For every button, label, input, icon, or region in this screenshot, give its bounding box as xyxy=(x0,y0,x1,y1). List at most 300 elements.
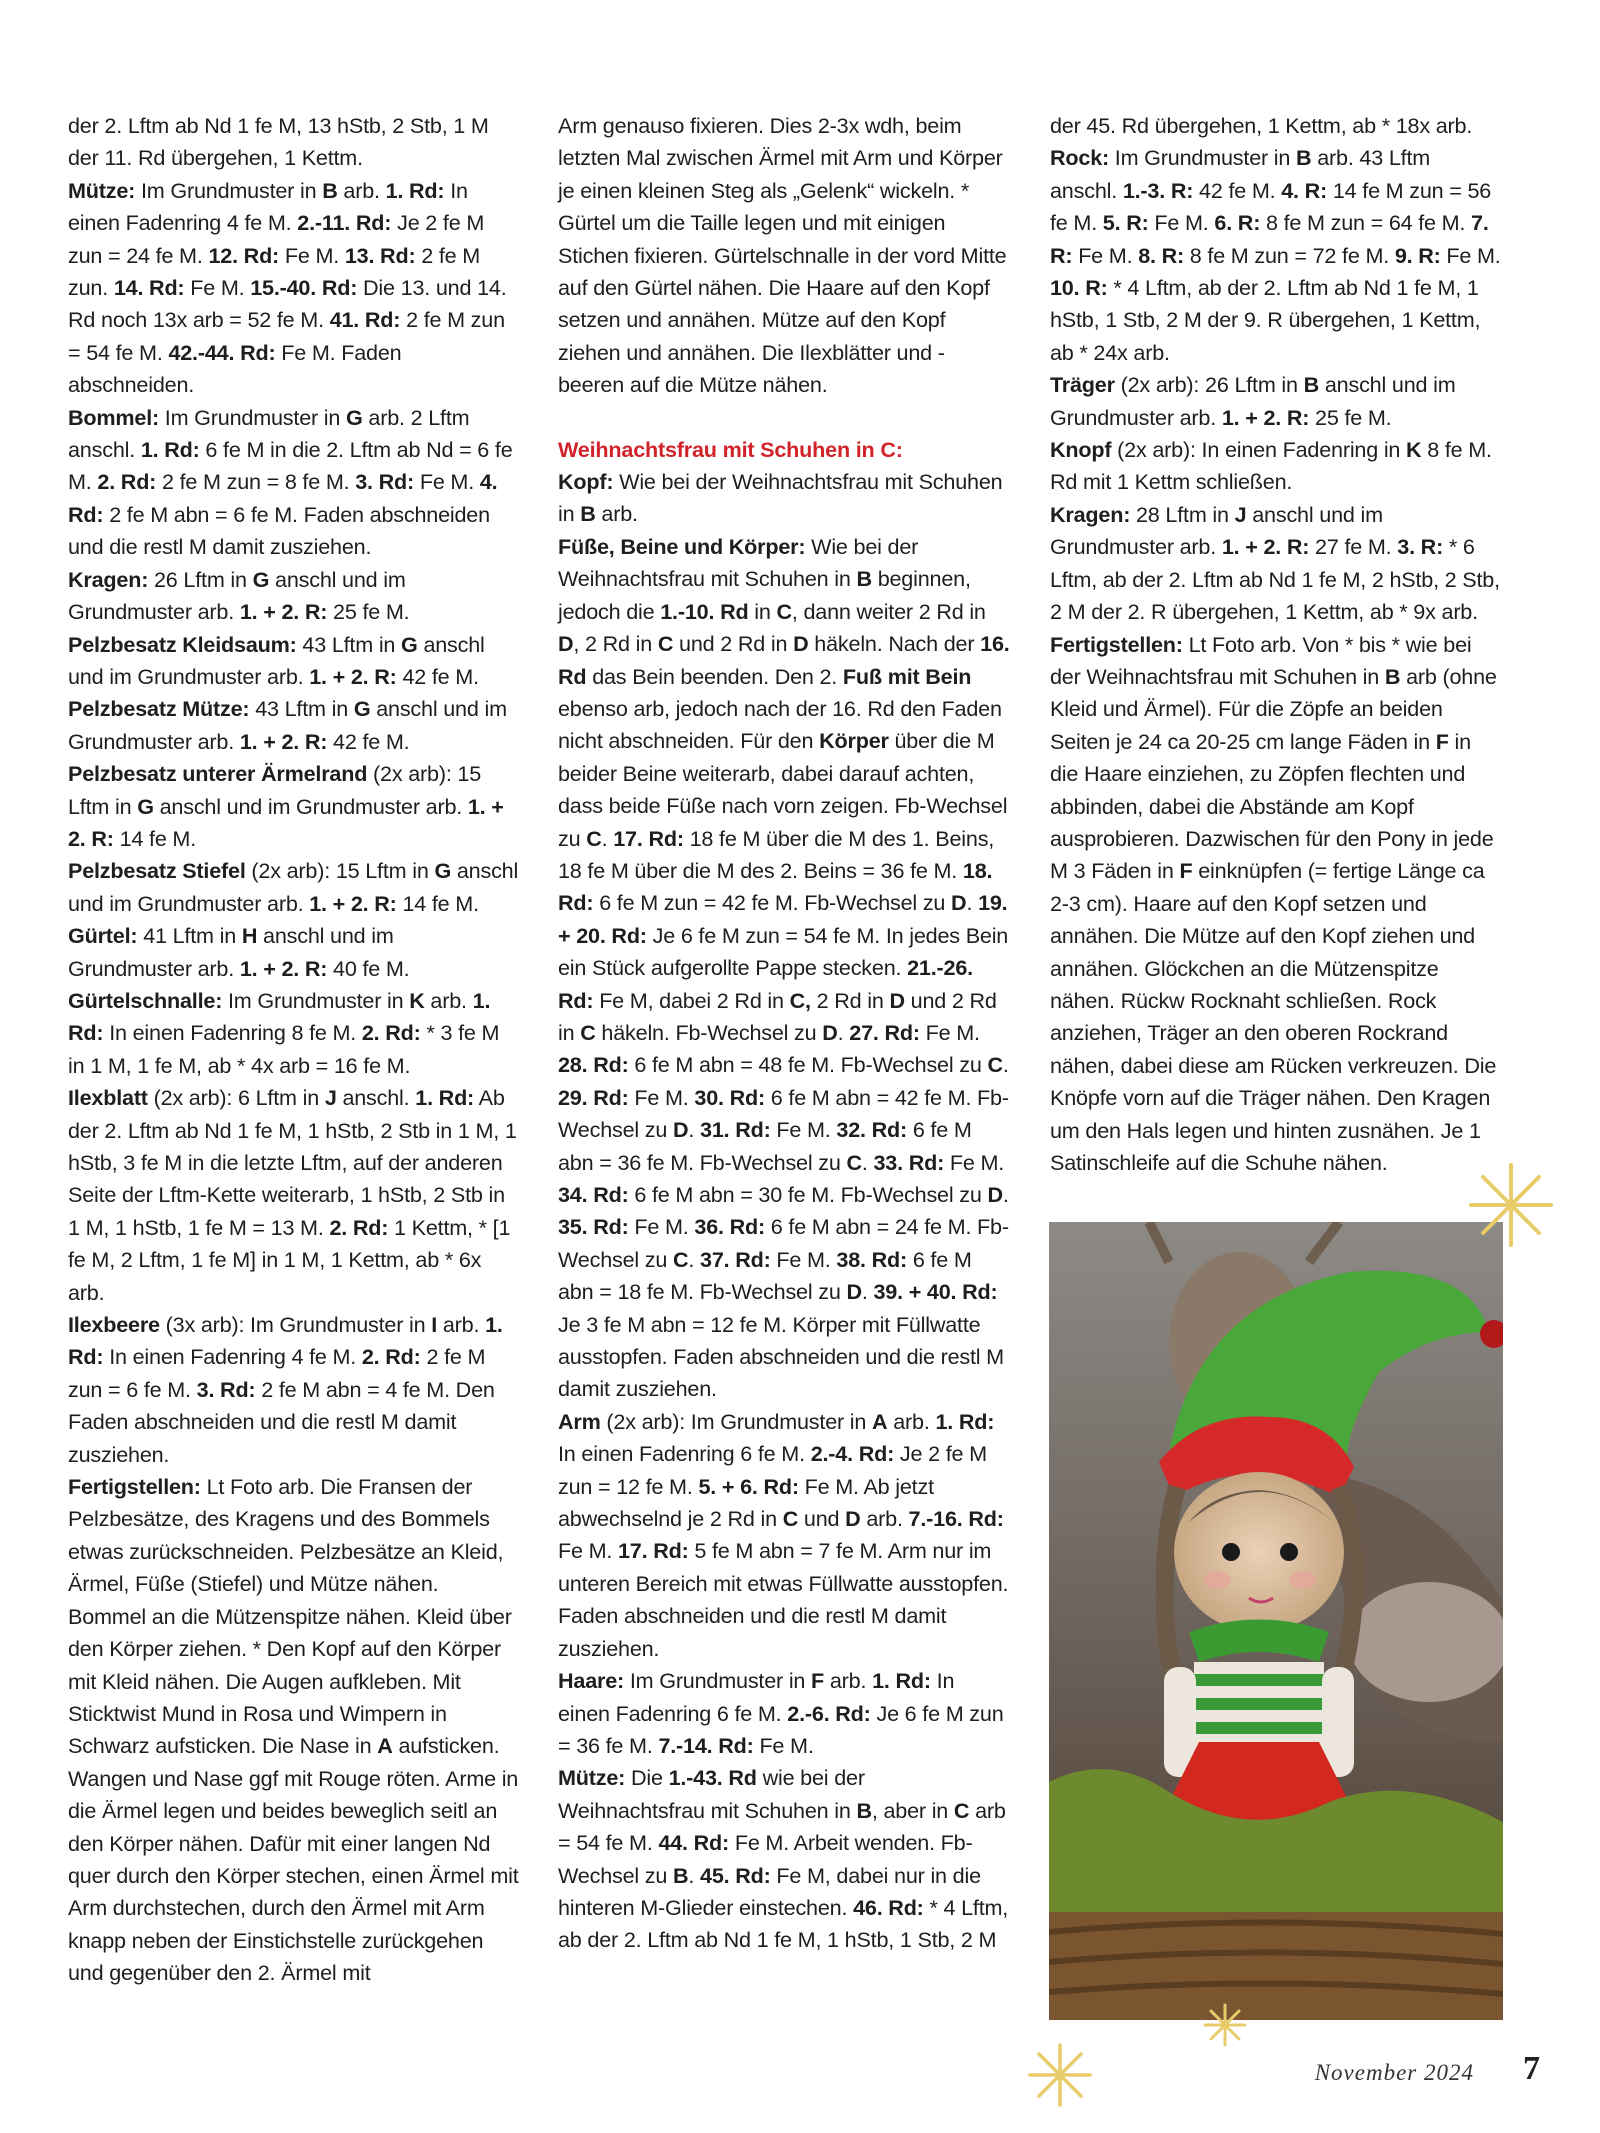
bold-text: 1. Rd: xyxy=(415,1085,475,1111)
bold-text: 4. Rd: xyxy=(68,469,498,527)
body-text: Je 6 fe M zun = 36 fe M. xyxy=(558,1700,1004,1758)
bold-text: C xyxy=(987,1052,1003,1078)
bold-text: 1. Rd: xyxy=(68,1312,503,1370)
body-text: über die M beider Beine weiterarb, dabei darauf achten, dass beide Füße nach vorn zeigen. Fb-Wechsel zu xyxy=(558,728,1008,851)
body-text: 6 fe M in die 2. Lftm ab Nd = 6 fe M. xyxy=(68,437,513,495)
paragraph xyxy=(1050,434,1502,499)
bold-text: 2. Rd: xyxy=(361,1344,421,1370)
bold-text: B xyxy=(322,177,338,203)
bold-text: 34. Rd: xyxy=(558,1182,629,1207)
body-text: * 4 Lftm, ab der 2. Lftm ab Nd 1 fe M, 1 hStb, 1 Stb, 2 M xyxy=(558,1894,1009,1953)
paragraph xyxy=(1050,142,1502,369)
bold-text: Kragen: xyxy=(68,566,149,592)
body-text: 42 fe M. xyxy=(396,663,479,689)
bold-text: G xyxy=(353,696,371,722)
bold-text: 3. Rd: xyxy=(355,469,415,495)
bold-text: Arm xyxy=(558,1408,601,1434)
bold-text: C xyxy=(673,1246,689,1272)
body-text: Je 2 fe M zun = 24 fe M. xyxy=(68,210,485,268)
body-text: 6 fe M zun = 42 fe M. Fb-Wechsel zu xyxy=(593,890,952,916)
body-text: 5 fe M abn = 7 fe M. Arm nur im unteren Bereich mit etwas Füllwatte ausstopfen. Faden abschneiden und die restl M damit zusziehen. xyxy=(558,1538,1009,1661)
bold-text: Fuß mit Bein xyxy=(842,663,972,689)
body-text: . xyxy=(966,890,979,916)
body-text: Fe M. xyxy=(1148,210,1215,236)
paragraph xyxy=(558,1406,1010,1665)
body-text: ebenso arb, jedoch nach der 16. Rd den Faden nicht abschneiden. Für den xyxy=(558,695,1002,754)
body-text: Fe M. xyxy=(414,469,480,495)
bold-text: D xyxy=(951,890,967,916)
bold-text: B xyxy=(1303,372,1320,398)
bold-text: 44. Rd: xyxy=(658,1830,730,1856)
bold-text: 3. Rd: xyxy=(196,1376,256,1402)
bold-text: B xyxy=(580,501,596,527)
body-text: arb. 43 Lftm anschl. xyxy=(1050,145,1431,203)
bold-text: 19. + 20. Rd: xyxy=(558,890,1008,948)
star-icon xyxy=(1200,2000,1250,2050)
paragraph xyxy=(1050,499,1502,629)
paragraph xyxy=(68,1309,520,1471)
bold-text: 18. Rd: xyxy=(558,857,993,916)
bold-text: Träger xyxy=(1050,372,1115,398)
body-text: . xyxy=(688,1246,701,1272)
body-text: 40 fe M. xyxy=(327,955,410,981)
paragraph xyxy=(68,758,520,855)
body-text: Fe M. xyxy=(919,1019,980,1045)
body-text: In einen Fadenring 8 fe M. xyxy=(103,1020,362,1046)
body-text: 6 fe M abn = 36 fe M. Fb-Wechsel zu xyxy=(558,1117,972,1175)
bold-text: I xyxy=(431,1312,438,1338)
bold-text: B xyxy=(1296,145,1312,171)
body-text: Im Grundmuster in xyxy=(135,177,323,203)
text-column-2 xyxy=(558,110,1010,1957)
paragraph xyxy=(1050,629,1502,1180)
page-number: 7 xyxy=(1523,2050,1540,2087)
body-text: Fe M. xyxy=(628,1084,695,1110)
bold-text: Fertigstellen: xyxy=(1050,631,1183,657)
body-text: anschl und im Grundmuster arb. xyxy=(1050,372,1456,430)
body-text: wie bei der Weihnachtsfrau mit Schuhen in xyxy=(558,1765,865,1823)
bold-text: Pelzbesatz Mütze: xyxy=(68,696,250,722)
bold-text: K xyxy=(409,987,425,1013)
bold-text: 1.-10. Rd xyxy=(660,598,749,624)
body-text: * 6 Lftm, ab der 2. Lftm ab Nd 1 fe M, 2 hStb, 2 Stb, 2 M der 2. R übergehen, 1 Kettm, ab * 9x arb. xyxy=(1050,534,1500,625)
body-text: arb. 2 Lftm anschl. xyxy=(68,404,470,463)
body-text: 14 fe M zun = 56 fe M. xyxy=(1050,177,1492,236)
body-text: 2 fe M abn = 6 fe M. Faden abschneiden und die restl M damit zusziehen. xyxy=(68,501,490,560)
bold-text: 8. R: xyxy=(1138,242,1184,268)
body-text: 25 fe M. xyxy=(327,599,410,625)
paragraph xyxy=(68,693,520,758)
bold-text: F xyxy=(1179,858,1193,884)
paragraph xyxy=(68,1082,520,1309)
body-text: Je 6 fe M zun = 54 fe M. In jedes Bein ein Stück aufgerollte Pappe stecken. xyxy=(558,922,1009,981)
bold-text: D xyxy=(889,987,905,1013)
bold-text: Mütze: xyxy=(558,1765,626,1791)
text-column-1 xyxy=(68,110,520,1990)
body-text: Lt Foto arb. Die Fransen der Pelzbesätze, des Kragens und des Bommels etwas zurückschneiden. Pelzbesätze an Kleid, Ärmel, Füße (Stiefel) und Mütze nähen. Bommel an die Mützenspitze nähen. Kleid über den Körper ziehen. * Den Kopf auf den Körper mit Kleid nähen. Die Augen aufkleben. Mit Sticktwist Mund in Rosa und Wimpern in Schwarz aufsticken. Die Nase in xyxy=(68,1474,512,1759)
bold-text: 37. Rd: xyxy=(700,1246,771,1272)
body-text: , dann weiter 2 Rd in xyxy=(791,598,986,624)
body-text: anschl und im Grundmuster arb. xyxy=(1050,501,1383,560)
body-text: Fe M. Ab jetzt abwechselnd je 2 Rd in xyxy=(558,1473,934,1532)
body-text: 27 fe M. xyxy=(1309,534,1398,560)
body-text: (2x arb): 15 Lftm in xyxy=(245,858,435,884)
body-text: (2x arb): 15 Lftm in xyxy=(68,761,482,819)
body-text: 2 Rd in xyxy=(810,987,890,1013)
body-text: arb. xyxy=(595,501,638,527)
bold-text: C, xyxy=(789,987,811,1013)
bold-text: 1. + 2. R: xyxy=(1221,404,1310,430)
bold-text: 41. Rd: xyxy=(329,307,401,333)
body-text: der 45. Rd übergehen, 1 Kettm, ab * 18x arb. xyxy=(1050,113,1473,138)
body-text: Die 13. und 14. Rd noch 13x arb = 52 fe M. xyxy=(68,275,507,333)
body-text: , aber in xyxy=(871,1797,954,1823)
body-text: 28 Lftm in xyxy=(1130,501,1235,527)
bold-text: 3. R: xyxy=(1397,534,1444,560)
body-text: Fe M. xyxy=(770,1117,837,1143)
body-text: 8 fe M. Rd mit 1 Kettm schließen. xyxy=(1050,437,1492,495)
bold-text: D xyxy=(822,1019,838,1045)
bold-text: 1. Rd: xyxy=(385,177,445,203)
bold-text: 7.-14. Rd: xyxy=(658,1732,754,1758)
bold-text: A xyxy=(872,1408,888,1434)
paragraph xyxy=(558,110,1010,402)
body-text: 26 Lftm in xyxy=(148,566,253,592)
body-text: und 2 Rd in xyxy=(673,631,794,657)
body-text: 14 fe M. xyxy=(113,825,197,851)
page-footer xyxy=(1290,2052,1540,2092)
bold-text: 32. Rd: xyxy=(836,1117,908,1143)
bold-text: G xyxy=(252,566,270,592)
body-text: Fe M. xyxy=(628,1214,695,1240)
paragraph xyxy=(68,985,520,1082)
body-text: anschl und im Grundmuster arb. xyxy=(68,923,394,981)
body-text: arb. xyxy=(860,1506,909,1532)
body-text: arb. xyxy=(437,1312,486,1338)
paragraph xyxy=(68,1471,520,1990)
body-text: anschl. xyxy=(336,1085,416,1111)
bold-text: Bommel: xyxy=(68,404,159,430)
bold-text: 39. + 40. Rd: xyxy=(873,1279,998,1305)
bold-text: D xyxy=(673,1117,689,1143)
body-text: 2 fe M zun = 8 fe M. xyxy=(156,469,356,495)
body-text: In einen Fadenring 6 fe M. xyxy=(558,1668,955,1726)
bold-text: Fertigstellen: xyxy=(68,1474,201,1500)
bold-text: K xyxy=(1406,437,1422,463)
body-text: Fe M. xyxy=(279,242,345,268)
bold-text: Pelzbesatz unterer Ärmelrand xyxy=(68,761,368,787)
bold-text: G xyxy=(434,858,452,884)
issue-date: November 2024 xyxy=(1314,2060,1474,2085)
bold-text: C xyxy=(586,825,602,851)
body-text: arb (ohne Kleid und Ärmel). Für die Zöpfe an beiden Seiten je 24 ca 20-25 cm lange Fäden in xyxy=(1050,663,1497,754)
paragraph xyxy=(68,629,520,694)
bold-text: H xyxy=(241,923,258,949)
body-text: Je 2 fe M zun = 12 fe M. xyxy=(558,1441,987,1499)
bold-text: 46. Rd: xyxy=(853,1894,924,1920)
body-text: 43 Lftm in xyxy=(296,631,402,657)
body-text: 6 fe M abn = 24 fe M. Fb-Wechsel zu xyxy=(558,1214,1009,1272)
body-text: 6 fe M abn = 42 fe M. Fb-Wechsel zu xyxy=(558,1084,1009,1143)
bold-text: G xyxy=(401,631,418,657)
bold-text: 1. + 2. R: xyxy=(1221,534,1310,560)
bold-text: F xyxy=(811,1668,825,1694)
doll-photo xyxy=(1049,1222,1503,2020)
bold-text: 17. Rd: xyxy=(618,1538,689,1564)
star-icon xyxy=(1466,1160,1556,1250)
bold-text: 27. Rd: xyxy=(849,1019,920,1045)
paragraph xyxy=(1050,369,1502,434)
bold-text: 1. + 2. R: xyxy=(239,728,328,754)
bold-text: 1. + 2. R: xyxy=(68,793,504,851)
bold-text: D xyxy=(987,1182,1003,1207)
body-text: In einen Fadenring 4 fe M. xyxy=(103,1344,362,1370)
bold-text: C xyxy=(580,1019,596,1045)
body-text: 18 fe M über die M des 1. Beins, 18 fe M über die M des 2. Beins = 36 fe M. xyxy=(558,825,995,883)
body-text: . xyxy=(601,825,614,851)
bold-text: 33. Rd: xyxy=(873,1149,945,1175)
body-text: arb. xyxy=(824,1668,873,1694)
bold-text: B xyxy=(1384,663,1401,689)
body-text: 41 Lftm in xyxy=(137,923,242,949)
bold-text: 2. Rd: xyxy=(329,1214,389,1240)
bold-text: 4. R: xyxy=(1281,177,1328,203)
bold-text: 9. R: xyxy=(1394,242,1441,268)
body-text: 25 fe M. xyxy=(1309,404,1392,430)
doll-illustration xyxy=(1049,1222,1503,2020)
body-text: einknüpfen (= fertige Länge ca 2-3 cm). Haare auf den Kopf setzen und annähen. Die Mütze auf den Kopf ziehen und annähen. Glöckchen an die Mützenspitze nähen. Rückw Rocknaht schließen. Rock anziehen, Träger an den oberen Rockrand nähen, dabei diese am Rücken verkreuzen. Die Knöpfe vorn auf die Träger nähen. Den Kragen um den Hals legen und hinten zusnähen. Je 1 Satinschleife auf die Schuhe nähen. xyxy=(1050,858,1497,1175)
body-text: Fe M. xyxy=(1440,242,1501,268)
body-text: 1 Kettm, * [1 fe M, 2 Lftm, 1 fe M] in 1 M, 1 Kettm, ab * 6x arb. xyxy=(68,1214,511,1305)
body-text: 42 fe M. xyxy=(327,728,410,754)
bold-text: G xyxy=(137,793,154,819)
paragraph xyxy=(68,175,520,402)
bold-text: 5. R: xyxy=(1102,210,1149,236)
body-text: Arm genauso fixieren. Dies 2-3x wdh, beim letzten Mal zwischen Ärmel mit Arm und Körper je einen kleinen Steg als „Gelenk“ wickeln. * Gürtel um die Taille legen und mit einigen Stichen fixieren. Gürtelschnalle in der vord Mitte auf den Gürtel nähen. Die Haare auf den Kopf setzen und annähen. Mütze auf den Kopf ziehen und annähen. Die Ilexblätter und -beeren auf die Mütze nähen. xyxy=(558,113,1007,398)
bold-text: 1. + 2. R: xyxy=(309,663,397,689)
bold-text: Haare: xyxy=(558,1668,625,1694)
paragraph xyxy=(558,466,1010,531)
bold-text: 1. + 2. R: xyxy=(309,890,397,916)
body-text: 8 fe M zun = 72 fe M. xyxy=(1183,242,1395,268)
bold-text: 29. Rd: xyxy=(558,1084,629,1110)
bold-text: 28. Rd: xyxy=(558,1052,629,1078)
body-text: 6 fe M abn = 30 fe M. Fb-Wechsel zu xyxy=(628,1182,988,1207)
body-text: arb. xyxy=(887,1408,936,1434)
body-text: (3x arb): Im Grundmuster in xyxy=(159,1312,432,1338)
bold-text: C xyxy=(657,631,674,657)
bold-text: 36. Rd: xyxy=(694,1214,765,1240)
bold-text: C xyxy=(846,1149,862,1175)
bold-text: Mütze: xyxy=(68,177,136,203)
body-text: (2x arb): 26 Lftm in xyxy=(1114,372,1304,398)
paragraph xyxy=(558,531,1010,1406)
bold-text: 1. Rd: xyxy=(68,987,491,1046)
body-text: 43 Lftm in xyxy=(249,696,354,722)
body-text: Fe M, dabei nur in die hinteren M-Glieder einstechen. xyxy=(558,1862,981,1920)
body-text: häkeln. Nach der xyxy=(808,631,981,657)
paragraph-gap xyxy=(558,402,1010,434)
body-text: Die xyxy=(625,1765,669,1791)
bold-text: Kragen: xyxy=(1050,501,1131,527)
bold-text: 45. Rd: xyxy=(700,1862,771,1888)
bold-text: C xyxy=(782,1506,799,1532)
bold-text: 17. Rd: xyxy=(613,825,684,851)
bold-text: 42.-44. Rd: xyxy=(168,339,276,365)
bold-text: 35. Rd: xyxy=(558,1214,629,1240)
bold-text: 14. Rd: xyxy=(113,275,185,301)
body-text: der 2. Lftm ab Nd 1 fe M, 13 hStb, 2 Stb, 1 M der 11. Rd übergehen, 1 Kettm. xyxy=(68,113,489,171)
body-text: 2 fe M zun = 6 fe M. xyxy=(68,1344,486,1402)
paragraph xyxy=(68,110,520,175)
body-text: in die Haare einziehen, zu Zöpfen flechten und abbinden, dabei die Abstände am Kopf ausprobieren. Dazwischen für den Pony in jede M 3 Fäden in xyxy=(1050,728,1494,884)
bold-text: 1. + 2. R: xyxy=(239,599,328,625)
bold-text: 21.-26. Rd: xyxy=(558,955,973,1013)
bold-text: J xyxy=(324,1085,337,1111)
body-text: Fe M. xyxy=(184,275,251,301)
bold-text: D xyxy=(793,631,809,657)
body-text: Im Grundmuster in xyxy=(1109,145,1297,171)
bold-text: B xyxy=(856,1797,872,1823)
body-text: Fe M. xyxy=(1072,242,1139,268)
bold-text: 7.-16. Rd: xyxy=(908,1506,1004,1532)
paragraph xyxy=(558,1762,1010,1956)
bold-text: D xyxy=(558,631,574,657)
text-column-3 xyxy=(1050,110,1502,1179)
body-text: arb = 54 fe M. xyxy=(558,1797,1006,1856)
body-text: das Bein beenden. Den 2. xyxy=(586,663,843,689)
bold-text: 6. R: xyxy=(1214,210,1261,236)
bold-text: 5. + 6. Rd: xyxy=(698,1473,799,1499)
paragraph xyxy=(68,855,520,920)
bold-text: 7. R: xyxy=(1050,210,1489,268)
body-text: beginnen, jedoch die xyxy=(558,566,971,624)
bold-text: 1. Rd: xyxy=(935,1408,995,1434)
bold-text: 16. Rd xyxy=(558,631,1010,689)
bold-text: 30. Rd: xyxy=(694,1084,765,1110)
body-text: (2x arb): In einen Fadenring in xyxy=(1111,437,1407,463)
bold-text: 2.-4. Rd: xyxy=(810,1441,895,1467)
body-text: . xyxy=(688,1117,701,1143)
body-text: 2 fe M zun. xyxy=(68,242,481,301)
bold-text: 12. Rd: xyxy=(208,242,280,268)
body-text: Fe M. xyxy=(558,1538,618,1564)
bold-text: A xyxy=(377,1733,393,1759)
bold-text: C xyxy=(953,1797,970,1823)
paragraph xyxy=(68,920,520,985)
body-text: 6 fe M abn = 48 fe M. Fb-Wechsel zu xyxy=(628,1052,988,1078)
bold-text: Körper xyxy=(819,728,889,754)
body-text: . xyxy=(1002,1182,1009,1207)
body-text: und 2 Rd in xyxy=(558,987,997,1045)
body-text: . xyxy=(1002,1052,1009,1078)
bold-text: D xyxy=(845,1506,861,1532)
body-text: in xyxy=(748,598,777,624)
bold-text: 1.-3. R: xyxy=(1122,177,1194,203)
body-text: . xyxy=(688,1862,701,1888)
body-text: 14 fe M. xyxy=(396,890,479,916)
body-text: Fe M, dabei 2 Rd in xyxy=(593,987,790,1013)
body-text: anschl und im Grundmuster arb. xyxy=(68,858,519,916)
body-text: * 4 Lftm, ab der 2. Lftm ab Nd 1 fe M, 1 hStb, 1 Stb, 2 M der 9. R übergehen, 1 Kettm, ab * 24x arb. xyxy=(1050,275,1481,365)
bold-text: D xyxy=(846,1279,862,1305)
body-text: arb. xyxy=(337,177,386,203)
body-text: (2x arb): 6 Lftm in xyxy=(147,1085,325,1111)
body-text: (2x arb): Im Grundmuster in xyxy=(600,1408,873,1434)
bold-text: Kopf: xyxy=(558,469,614,495)
body-text: 6 fe M abn = 18 fe M. Fb-Wechsel zu xyxy=(558,1246,972,1305)
bold-text: 1. + 2. R: xyxy=(239,955,328,981)
bold-text: Ilexbeere xyxy=(68,1312,160,1338)
bold-text: Gürtelschnalle: xyxy=(68,987,223,1013)
bold-text: B xyxy=(856,566,872,592)
body-text: Je 3 fe M abn = 12 fe M. Körper mit Füllwatte ausstopfen. Faden abschneiden und die restl M damit zusziehen. xyxy=(558,1311,1004,1402)
bold-text: 13. Rd: xyxy=(344,242,416,268)
bold-text: Rock: xyxy=(1050,145,1109,171)
body-text: Fe M. Faden abschneiden. xyxy=(68,339,402,398)
body-text: 42 fe M. xyxy=(1193,177,1282,203)
body-text: Ab der 2. Lftm ab Nd 1 fe M, 1 hStb, 2 Stb in 1 M, 1 hStb, 3 fe M in die letzte Lftm, auf der anderen Seite der Lftm-Kette weiterarb, 1 hStb, 2 Stb in 1 M, 1 hStb, 1 fe M = 13 M. xyxy=(68,1085,517,1240)
body-text: Im Grundmuster in xyxy=(222,987,410,1013)
section-heading: Weihnachtsfrau mit Schuhen in C: xyxy=(558,436,903,462)
bold-text: B xyxy=(673,1862,689,1888)
body-text: aufsticken. Wangen und Nase ggf mit Rouge röten. Arme in die Ärmel legen und beides beweglich seitl an den Körper nähen. Dafür mit einer langen Nd quer durch den Körper stechen, einen Ärmel mit Arm durchstechen, durch den Ärmel mit Arm knapp neben der Einstichstelle zurückgehen und gegenüber den 2. Ärmel mit xyxy=(68,1733,519,1986)
bold-text: Knopf xyxy=(1050,437,1112,463)
paragraph xyxy=(558,1665,1010,1762)
bold-text: J xyxy=(1234,501,1247,527)
body-text: . xyxy=(837,1019,850,1045)
body-text: 2 fe M zun = 54 fe M. xyxy=(68,307,505,365)
body-text: . xyxy=(861,1279,874,1305)
body-text: Lt Foto arb. Von * bis * wie bei der Weihnachtsfrau mit Schuhen in xyxy=(1050,631,1472,689)
bold-text: Gürtel: xyxy=(68,923,138,949)
body-text: * 3 fe M in 1 M, 1 fe M, ab * 4x arb = 16 fe M. xyxy=(68,1020,500,1078)
body-text: . xyxy=(861,1149,874,1175)
body-text: anschl und im Grundmuster arb. xyxy=(68,631,485,689)
body-text: In einen Fadenring 4 fe M. xyxy=(68,177,468,236)
body-text: In einen Fadenring 6 fe M. xyxy=(558,1441,811,1467)
body-text: anschl und im Grundmuster arb. xyxy=(68,696,507,754)
paragraph xyxy=(1050,110,1502,142)
body-text: Fe M. Arbeit wenden. Fb-Wechsel zu xyxy=(558,1830,973,1888)
body-text: anschl und im Grundmuster arb. xyxy=(153,793,468,819)
body-text: Wie bei der Weihnachtsfrau mit Schuhen in xyxy=(558,533,919,592)
bold-text: 2.-11. Rd: xyxy=(297,210,392,236)
bold-text: F xyxy=(1435,728,1449,754)
bold-text: 38. Rd: xyxy=(836,1246,908,1272)
body-text: Im Grundmuster in xyxy=(159,404,347,430)
body-text: Wie bei der Weihnachtsfrau mit Schuhen in xyxy=(558,469,1003,527)
paragraph xyxy=(558,434,1010,466)
body-text: Im Grundmuster in xyxy=(624,1668,812,1694)
bold-text: 2. Rd: xyxy=(361,1020,421,1046)
star-icon xyxy=(1025,2040,1095,2110)
bold-text: 2.-6. Rd: xyxy=(787,1700,871,1726)
paragraph xyxy=(68,402,520,564)
bold-text: Ilexblatt xyxy=(68,1085,148,1111)
bold-text: C xyxy=(776,598,792,624)
bold-text: Pelzbesatz Kleidsaum: xyxy=(68,631,297,657)
body-text: anschl und im Grundmuster arb. xyxy=(68,566,406,625)
body-text: Fe M. xyxy=(770,1246,837,1272)
body-text: Fe M. xyxy=(944,1149,1005,1175)
paragraph xyxy=(68,564,520,629)
body-text: , 2 Rd in xyxy=(573,631,658,657)
bold-text: 15.-40. Rd: xyxy=(250,275,358,301)
body-text: und xyxy=(798,1506,846,1532)
bold-text: Füße, Beine und Körper: xyxy=(558,533,806,559)
body-text: Fe M. xyxy=(753,1732,814,1758)
